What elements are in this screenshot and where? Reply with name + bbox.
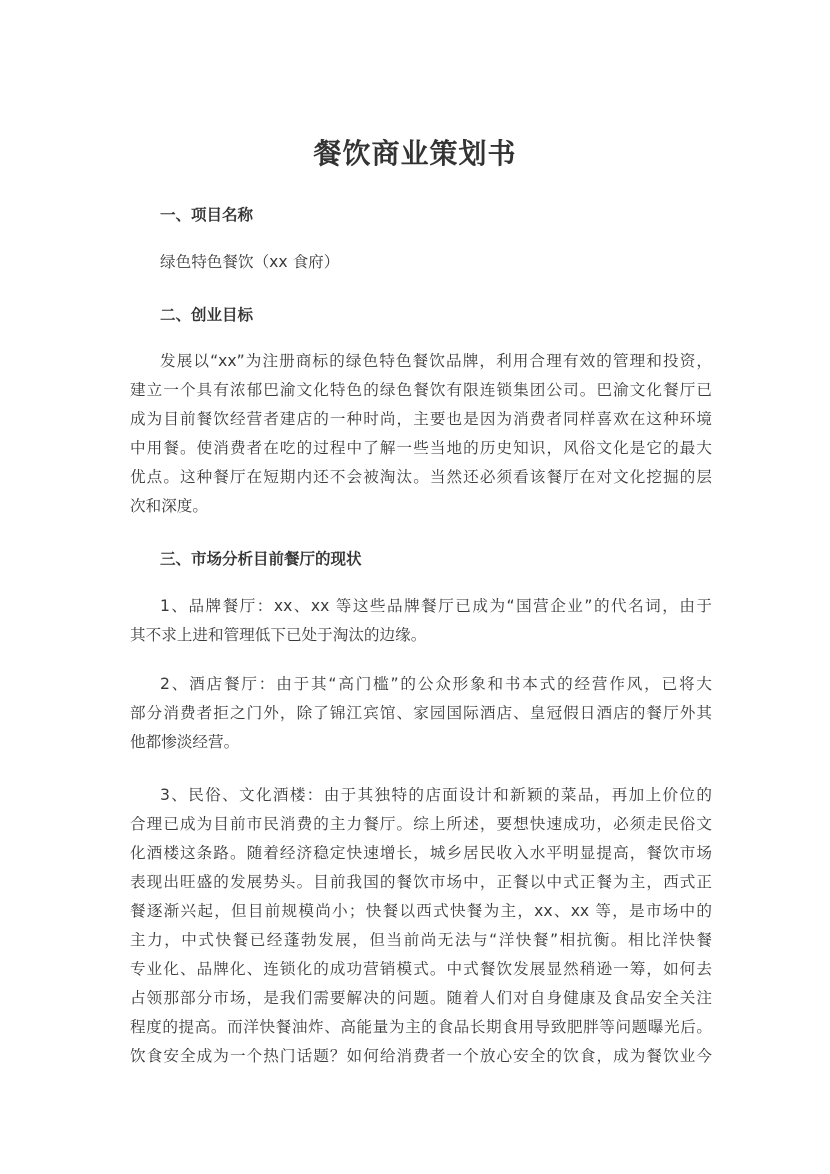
market-paragraph-line: 其不求上进和管理低下已处于淘汰的边缘。 <box>130 626 427 644</box>
goal-line: 发展以“xx”为注册商标的绿色特色餐饮品牌，利用合理有效的管理和投资， <box>160 352 712 370</box>
goal-line: 建立一个具有浓郁巴渝文化特色的绿色餐饮有限连锁集团公司。巴渝文化餐厅已 <box>130 381 712 399</box>
market-paragraph-line: 饮食安全成为一个热门话题？如何给消费者一个放心安全的饮食，成为餐饮业今 <box>130 1047 712 1065</box>
project-name-text: 绿色特色餐饮（xx 食府） <box>160 253 340 271</box>
market-paragraph-line: 3、民俗、文化酒楼：由于其独特的店面设计和新颖的菜品，再加上价位的 <box>160 786 712 804</box>
goal-line: 优点。这种餐厅在短期内还不会被淘汰。当然还必须看该餐厅在对文化挖掘的层 <box>130 468 712 486</box>
market-paragraph-line: 部分消费者拒之门外，除了锦江宾馆、家园国际酒店、皇冠假日酒店的餐厅外其 <box>130 704 712 722</box>
market-paragraph-line: 表现出旺盛的发展势头。目前我国的餐饮市场中，正餐以中式正餐为主，西式正 <box>130 873 712 891</box>
section-heading-goal: 二、创业目标 <box>160 306 254 324</box>
market-paragraph-line: 2、酒店餐厅：由于其“高门槛”的公众形象和书本式的经营作风，已将大 <box>160 675 712 693</box>
section-heading-project-name: 一、项目名称 <box>160 206 254 224</box>
goal-line: 成为目前餐饮经营者建店的一种时尚，主要也是因为消费者同样喜欢在这种环境 <box>130 410 712 428</box>
market-paragraph-line: 他都惨淡经营。 <box>130 733 240 751</box>
goal-line: 中用餐。使消费者在吃的过程中了解一些当地的历史知识，风俗文化是它的最大 <box>130 439 712 457</box>
market-paragraph-line: 化酒楼这条路。随着经济稳定快速增长，城乡居民收入水平明显提高，餐饮市场 <box>130 844 712 862</box>
market-paragraph-line: 合理已成为目前市民消费的主力餐厅。综上所述，要想快速成功，必须走民俗文 <box>130 815 712 833</box>
section-heading-market: 三、市场分析目前餐厅的现状 <box>160 550 362 568</box>
market-paragraph-line: 1、品牌餐厅：xx、xx 等这些品牌餐厅已成为“国营企业”的代名词，由于 <box>160 597 712 615</box>
market-paragraph-line: 专业化、品牌化、连锁化的成功营销模式。中式餐饮发展显然稍逊一筹，如何去 <box>130 960 712 978</box>
market-paragraph-line: 程度的提高。而洋快餐油炸、高能量为主的食品长期食用导致肥胖等问题曝光后。 <box>130 1018 712 1036</box>
market-paragraph-line: 餐逐渐兴起，但目前规模尚小；快餐以西式快餐为主，xx、xx 等，是市场中的 <box>130 902 712 920</box>
document-title: 餐饮商业策划书 <box>313 137 517 170</box>
goal-line: 次和深度。 <box>130 497 208 515</box>
market-paragraph-line: 占领那部分市场，是我们需要解决的问题。随着人们对自身健康及食品安全关注 <box>130 989 712 1007</box>
market-paragraph-line: 主力，中式快餐已经蓬勃发展，但当前尚无法与“洋快餐”相抗衡。相比洋快餐 <box>130 931 712 949</box>
